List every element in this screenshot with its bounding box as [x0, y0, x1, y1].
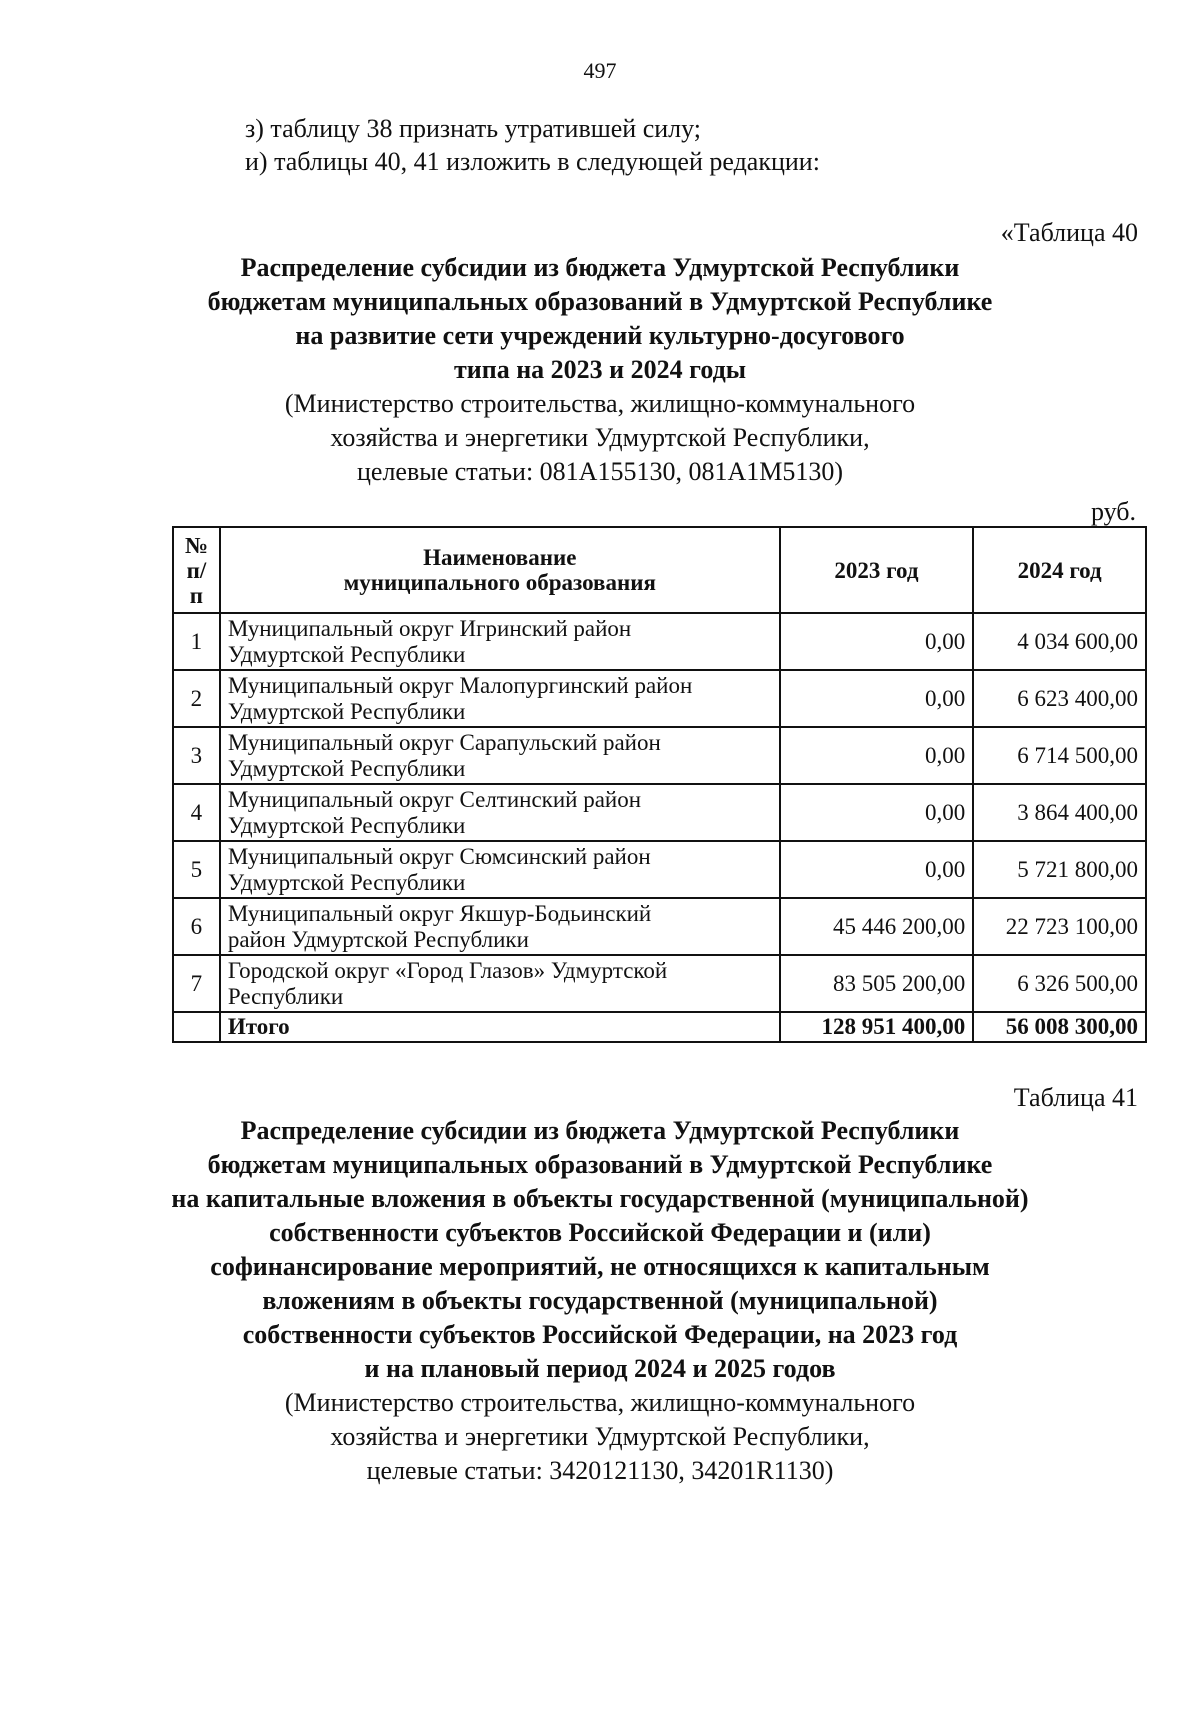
table-40-reference: «Таблица 40 — [1000, 218, 1138, 247]
municipality-name-line: Удмуртской Республики — [227, 755, 466, 781]
header-name — [220, 527, 780, 613]
header-name-line: Наименование — [423, 545, 577, 570]
row-municipality-name — [220, 955, 780, 1012]
heading-title-line: вложениям в объекты государственной (муниципальной) — [262, 1286, 938, 1315]
municipality-name-line: Удмуртской Республики — [227, 812, 466, 838]
row-amount-2023: 0,00 — [780, 670, 974, 727]
table-header-row — [173, 527, 1146, 613]
row-municipality-name — [220, 898, 780, 955]
row-number: 6 — [173, 898, 220, 955]
table-row — [173, 670, 1146, 727]
intro-line: и) таблицы 40, 41 изложить в следующей редакции: — [245, 147, 820, 176]
total-label: Итого — [220, 1012, 780, 1042]
row-municipality-name — [220, 670, 780, 727]
header-number — [173, 527, 220, 613]
heading-title-line: бюджетам муниципальных образований в Удмуртской Республике — [207, 287, 993, 316]
municipality-name-line: Республики — [227, 983, 344, 1009]
municipality-name-line: Городской округ «Город Глазов» Удмуртской — [227, 957, 668, 983]
heading-title-line: Распределение субсидии из бюджета Удмуртской Республики — [240, 1116, 960, 1145]
heading-title-line: софинансирование мероприятий, не относящихся к капитальным — [210, 1252, 990, 1281]
municipality-name-line: Муниципальный округ Сюмсинский район — [227, 843, 651, 869]
row-municipality-name — [220, 841, 780, 898]
row-municipality-name — [220, 727, 780, 784]
table-40-heading — [0, 251, 1200, 489]
municipality-name-line: Муниципальный округ Селтинский район — [227, 786, 642, 812]
heading-title-line: собственности субъектов Российской Федерации, на 2023 год — [242, 1320, 958, 1349]
heading-title-line: типа на 2023 и 2024 годы — [453, 355, 747, 384]
row-number: 1 — [173, 613, 220, 670]
row-number: 3 — [173, 727, 220, 784]
row-number: 2 — [173, 670, 220, 727]
heading-subtitle-line: хозяйства и энергетики Удмуртской Республики, — [330, 1422, 870, 1451]
heading-title-line: Распределение субсидии из бюджета Удмуртской Республики — [240, 253, 960, 282]
municipality-name-line: Удмуртской Республики — [227, 869, 466, 895]
header-2023: 2023 год — [780, 527, 974, 613]
total-empty-cell — [173, 1012, 220, 1042]
row-amount-2024: 3 864 400,00 — [973, 784, 1146, 841]
row-amount-2024: 6 326 500,00 — [973, 955, 1146, 1012]
row-number: 7 — [173, 955, 220, 1012]
row-amount-2023: 45 446 200,00 — [780, 898, 974, 955]
row-number: 4 — [173, 784, 220, 841]
header-number-abbr: п/п — [186, 557, 207, 608]
table-row — [173, 784, 1146, 841]
municipality-name-line: Муниципальный округ Сарапульский район — [227, 729, 661, 755]
intro-text — [245, 112, 820, 178]
table-row — [173, 841, 1146, 898]
heading-subtitle-line: (Министерство строительства, жилищно-коммунального — [284, 389, 916, 418]
heading-title-line: на развитие сети учреждений культурно-досугового — [295, 321, 905, 350]
heading-title-line: собственности субъектов Российской Федерации и (или) — [269, 1218, 931, 1247]
row-amount-2023: 0,00 — [780, 784, 974, 841]
municipality-name-line: Муниципальный округ Игринский район — [227, 615, 632, 641]
heading-subtitle-line: хозяйства и энергетики Удмуртской Республики, — [330, 423, 870, 452]
header-2024: 2024 год — [973, 527, 1146, 613]
row-municipality-name — [220, 784, 780, 841]
table-row — [173, 613, 1146, 670]
heading-subtitle-line: (Министерство строительства, жилищно-коммунального — [284, 1388, 916, 1417]
row-amount-2023: 0,00 — [780, 727, 974, 784]
heading-title-line: на капитальные вложения в объекты государственной (муниципальной) — [171, 1184, 1029, 1213]
currency-unit: руб. — [1090, 497, 1136, 526]
table-41-heading — [0, 1114, 1200, 1488]
table-41-reference: Таблица 41 — [1013, 1083, 1138, 1112]
row-amount-2024: 4 034 600,00 — [973, 613, 1146, 670]
row-amount-2024: 6 714 500,00 — [973, 727, 1146, 784]
table-row — [173, 898, 1146, 955]
heading-title-line: и на плановый период 2024 и 2025 годов — [364, 1354, 836, 1383]
row-amount-2024: 6 623 400,00 — [973, 670, 1146, 727]
total-2024: 56 008 300,00 — [973, 1012, 1146, 1042]
municipality-name-line: Удмуртской Республики — [227, 641, 466, 667]
row-number: 5 — [173, 841, 220, 898]
municipality-name-line: Муниципальный округ Малопургинский район — [227, 672, 693, 698]
heading-title-line: бюджетам муниципальных образований в Удмуртской Республике — [207, 1150, 993, 1179]
municipality-name-line: Удмуртской Республики — [227, 698, 466, 724]
municipality-name-line: район Удмуртской Республики — [227, 926, 529, 952]
row-amount-2023: 83 505 200,00 — [780, 955, 974, 1012]
row-amount-2024: 5 721 800,00 — [973, 841, 1146, 898]
table-row — [173, 955, 1146, 1012]
intro-line: з) таблицу 38 признать утратившей силу; — [245, 114, 702, 143]
heading-subtitle-line: целевые статьи: 3420121130, 34201R1130) — [366, 1456, 834, 1485]
row-amount-2023: 0,00 — [780, 613, 974, 670]
page-number: 497 — [583, 58, 617, 83]
header-name-line: муниципального образования — [343, 570, 656, 595]
table-total-row — [173, 1012, 1146, 1042]
row-municipality-name — [220, 613, 780, 670]
total-2023: 128 951 400,00 — [780, 1012, 974, 1042]
subsidy-table-40 — [172, 526, 1147, 1043]
row-amount-2023: 0,00 — [780, 841, 974, 898]
table-row — [173, 727, 1146, 784]
header-number-symbol: № — [184, 532, 208, 558]
heading-subtitle-line: целевые статьи: 081A155130, 081A1M5130) — [356, 457, 844, 486]
municipality-name-line: Муниципальный округ Якшур-Бодьинский — [227, 900, 652, 926]
row-amount-2024: 22 723 100,00 — [973, 898, 1146, 955]
